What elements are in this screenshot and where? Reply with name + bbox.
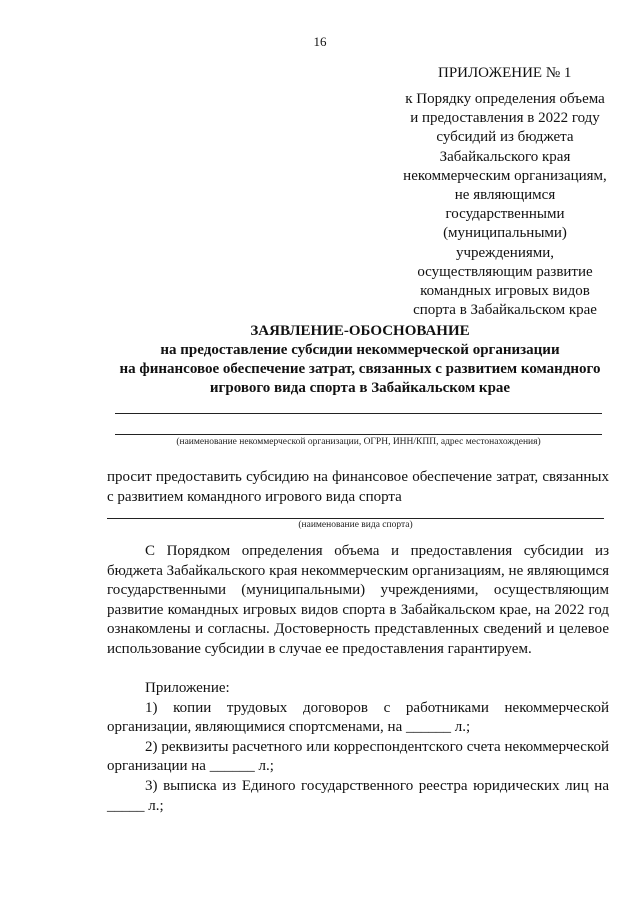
appendix-reference-line: командных игровых видов: [420, 283, 590, 300]
appendix-reference-line: спорта в Забайкальском крае: [413, 302, 597, 319]
attachment-item: 2) реквизиты расчетного или корреспондентского счета некоммерческой организации на ______ л.;: [107, 738, 609, 775]
appendix-reference-line: некоммерческим организациям,: [403, 167, 607, 184]
document-title-line: игрового вида спорта в Забайкальском крае: [209, 380, 511, 396]
page-number: 16: [313, 34, 327, 49]
appendix-reference-line: государственными: [445, 206, 565, 223]
organization-fill-line-1: [115, 413, 602, 414]
appendix-reference-line: осуществляющим развитие: [417, 263, 593, 280]
document-title-line: ЗАЯВЛЕНИЕ-ОБОСНОВАНИЕ: [250, 323, 470, 339]
request-paragraph: [107, 468, 609, 507]
attachments-heading: Приложение:: [145, 680, 230, 696]
document-title-line: на финансовое обеспечение затрат, связанных с развитием командного: [119, 361, 601, 377]
document-title: [100, 322, 620, 398]
appendix-title: ПРИЛОЖЕНИЕ № 1: [438, 65, 572, 81]
request-text: просит предоставить субсидию на финансовое обеспечение затрат, связанных с развитием командного игрового вида спорта: [107, 469, 609, 505]
appendix-reference-line: учреждениями,: [455, 244, 555, 261]
appendix-reference-line: субсидий из бюджета: [436, 129, 574, 146]
attachment-item: 3) выписка из Единого государственного реестра юридических лиц на _____ л.;: [107, 777, 609, 814]
consent-text: С Порядком определения объема и предоставления субсидии из бюджета Забайкальского края некоммерческим организациям, не являющимся государственными (муниципальными) учреждениями, осуществляющим развитие командных игровых видов спорта в Забайкальском крае, на 2022 год ознакомлены и согласны. Достоверность представленных сведений и целевое использование субсидии в случае ее предоставления гарантируем.: [107, 543, 609, 657]
sport-fill-line: [107, 518, 604, 519]
appendix-reference-line: к Порядку определения объема: [405, 91, 605, 107]
attachments-list: [107, 679, 609, 816]
appendix-reference-line: не являющимся: [454, 187, 556, 204]
appendix-reference-line: (муниципальными): [443, 225, 567, 242]
sport-caption: (наименование вида спорта): [298, 520, 413, 530]
document-title-line: на предоставление субсидии некоммерческой организации: [160, 342, 560, 358]
appendix-reference-line: и предоставления в 2022 году: [410, 110, 600, 127]
appendix-reference-line: Забайкальского края: [439, 148, 571, 165]
appendix-reference: [385, 90, 625, 320]
organization-caption: (наименование некоммерческой организации, ОГРН, ИНН/КПП, адрес местонахождения): [176, 437, 541, 447]
attachment-item: 1) копии трудовых договоров с работниками некоммерческой организации, являющимися спортсменами, на ______ л.;: [107, 699, 609, 736]
organization-fill-line-2: [115, 434, 602, 435]
consent-paragraph: [107, 542, 609, 660]
